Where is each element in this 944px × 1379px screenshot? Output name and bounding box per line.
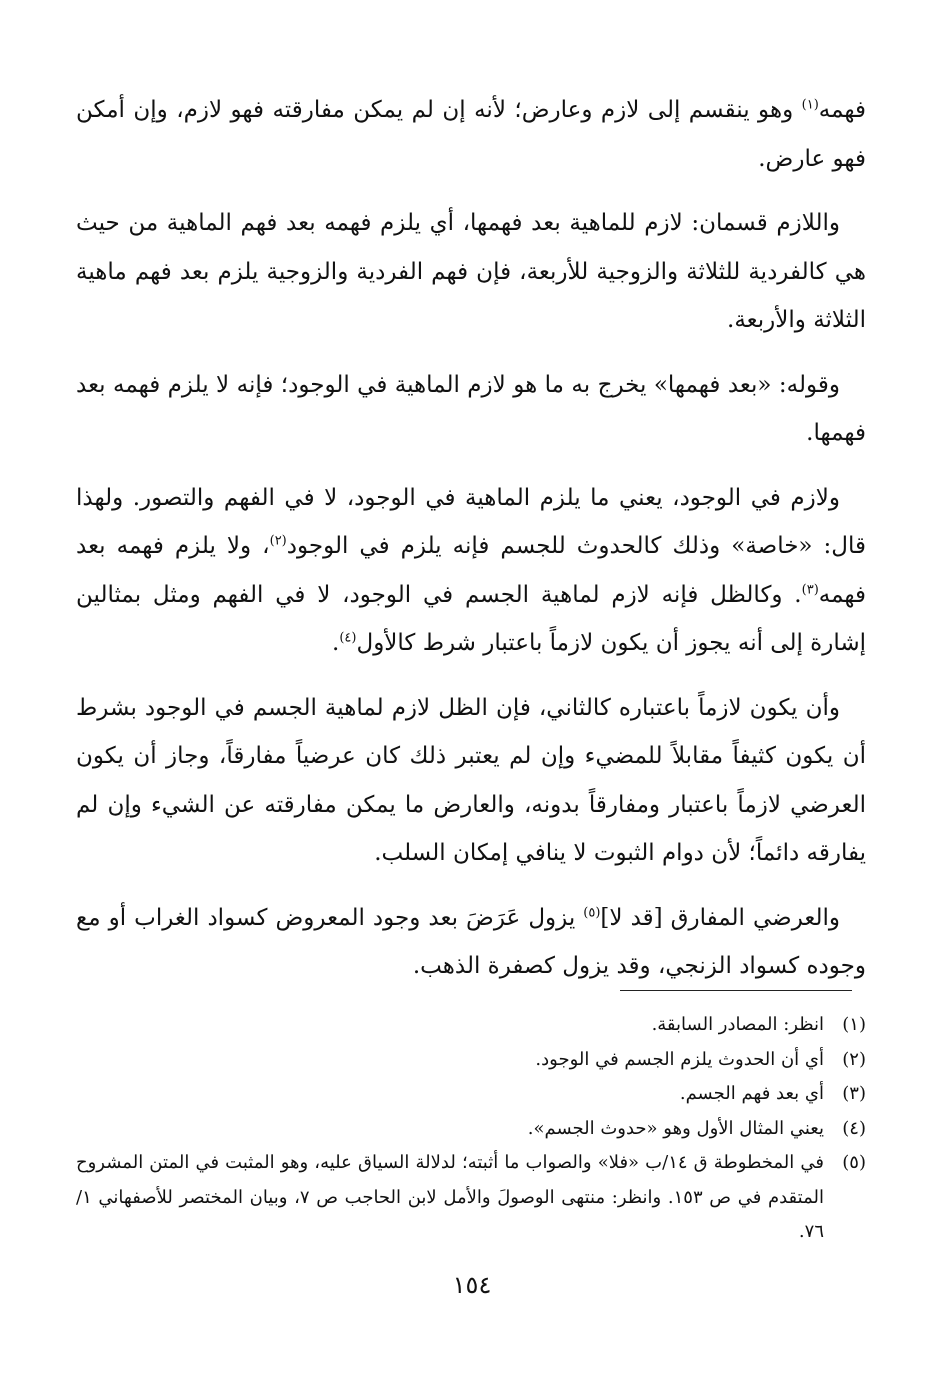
paragraph-3: وقوله: «بعد فهمها» يخرج به ما هو لازم الماهية في الوجود؛ فإنه لا يلزم فهمه بعد فهمها. (76, 371, 866, 446)
footnote-1 (76, 1008, 866, 1043)
footnote-text: أي بعد فهم الجسم. (679, 1083, 824, 1104)
paragraph-2: واللازم قسمان: لازم للماهية بعد فهمها، أي يلزم فهمه بعد فهم الماهية من حيث هي كالفردية للثلاثة والزوجية للأربعة، فإن فهم الفردية والزوجية يلزم بعد فهم ماهية الثلاثة والأربعة. (76, 210, 866, 333)
paragraph-6 (76, 894, 866, 991)
footnote-ref-2[interactable]: (٢) (269, 533, 287, 549)
footnote-text: أي أن الحدوث يلزم الجسم في الوجود. (535, 1048, 824, 1070)
footnote-number: (٤) (842, 1117, 866, 1139)
footnote-2 (76, 1043, 866, 1078)
footnote-number: (١) (842, 1014, 866, 1035)
footnote-ref-4[interactable]: (٤) (339, 630, 357, 646)
text-run: . وكالظل فإنه لازم لماهية الجسم في الوجود، لا في الفهم ومثل بمثالين إشارة إلى أنه يجوز أن يكون لازماً باعتبار شرط كالأول (76, 581, 866, 656)
text-run: وهو ينقسم إلى لازم وعارض؛ لأنه إن لم يمكن مفارقته فهو لازم، وإن أمكن فهو عارض. (76, 97, 866, 172)
footnote-ref-1[interactable]: (١) (801, 97, 819, 113)
footnote-ref-5[interactable]: (٥) (583, 904, 601, 920)
footnote-ref-3[interactable]: (٣) (801, 581, 819, 597)
footnote-separator (620, 990, 852, 991)
footnote-text: انظر: المصادر السابقة. (651, 1014, 824, 1035)
footnote-3 (76, 1077, 866, 1112)
text-run: . (332, 630, 340, 656)
paragraph-1 (76, 86, 866, 183)
footnote-number: (٣) (842, 1083, 866, 1104)
footnotes (76, 1008, 866, 1250)
text-run: والعرضي المفارق [قد لا] (600, 904, 840, 931)
paragraph-5: وأن يكون لازماً باعتباره كالثاني، فإن الظل لازم لماهية الجسم في الوجود بشرط أن يكون كثيفاً مقابلاً للمضيء وإن لم يعتبر ذلك كان عرضياً مفارقاً، وجاز أن يكون العرضي لازماً باعتبار ومفارقاً بدونه، والعارض ما يمكن مفارقته عن الشيء وإن لم يفارقه دائماً؛ لأن دوام الثبوت لا ينافي إمكان السلب. (76, 694, 866, 866)
text-run: ولازم في الوجود، يعني ما يلزم الماهية في الوجود، لا في الفهم والتصور. ولهذا قال: «خاصة» وذلك كالحدوث للجسم فإنه يلزم في الوجود (76, 484, 867, 559)
page-number: ١٥٤ (452, 1271, 492, 1299)
footnote-text: في المخطوطة ق ١٤/ب «فلا» والصواب ما أثبته؛ لدلالة السياق عليه، وهو المثبت في المتن المشروح المتقدم في ص ١٥٣. وانظر: منتهى الوصولَ والأمل لابن الحاجب ص ٧، وبيان المختصر للأصفهاني ١/ ٧٦. (76, 1152, 825, 1242)
footnote-number: (٥) (842, 1152, 866, 1173)
footnote-5 (76, 1146, 866, 1250)
paragraph-4 (76, 474, 866, 668)
text-run: فهمه (818, 97, 866, 123)
footnote-number: (٢) (842, 1048, 866, 1070)
text-run: يزول عَرَضَ بعد وجود المعروض كسواد الغراب أو مع وجوده كسواد الزنجي، وقد يزول كصفرة الذهب. (76, 904, 866, 979)
footnote-4 (76, 1112, 866, 1147)
footnote-text: يعني المثال الأول وهو «حدوث الجسم». (527, 1117, 824, 1139)
main-text (76, 86, 866, 1007)
text-run: ، ولا يلزم فهمه بعد فهمه (76, 533, 866, 608)
